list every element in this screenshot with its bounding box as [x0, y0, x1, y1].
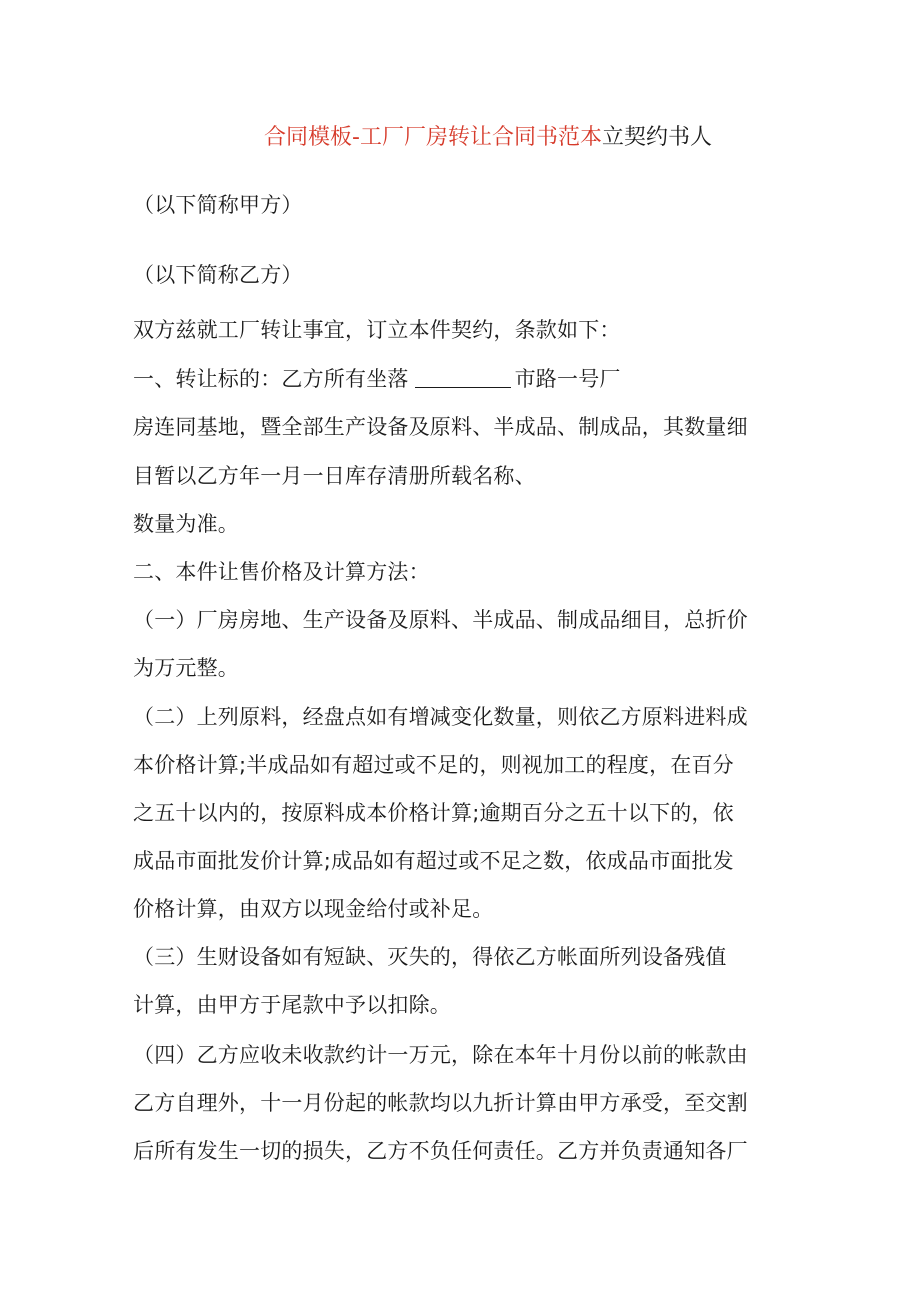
clause-2-1-line-1: （一）厂房房地、生产设备及原料、半成品、制成品细目，总折价 [133, 608, 748, 632]
address-blank [415, 365, 511, 388]
intro-paragraph: 双方兹就工厂转让事宜，订立本件契约，条款如下： [133, 318, 621, 342]
party-b-line: （以下简称乙方） [133, 263, 303, 287]
document-title [0, 121, 920, 155]
clause-2-2-line-5: 价格计算，由双方以现金给付或补足。 [133, 897, 494, 921]
clause-1-prefix: 一、转让标的：乙方所有坐落 [133, 367, 409, 391]
clause-1-line-2: 房连同基地，暨全部生产设备及原料、半成品、制成品，其数量细 [133, 415, 748, 439]
clause-2-2-line-3: 之五十以内的，按原料成本价格计算;逾期百分之五十以下的，依 [133, 801, 734, 825]
clause-2-4-line-1: （四）乙方应收未收款约计一万元，除在本年十月份以前的帐款由 [133, 1043, 748, 1067]
clause-2-4-line-2: 乙方自理外，十一月份起的帐款均以九折计算由甲方承受，至交割 [133, 1091, 748, 1115]
clause-2-2-line-4: 成品市面批发价计算;成品如有超过或不足之数，依成品市面批发 [133, 849, 734, 873]
clause-1-line-3: 目暂以乙方年一月一日库存清册所载名称、 [133, 464, 536, 488]
title-suffix: 立契约书人 [601, 125, 712, 150]
clause-2-heading: 二、本件让售价格及计算方法： [133, 560, 430, 584]
title-link-text[interactable]: 合同模板-工厂厂房转让合同书范本 [264, 125, 602, 150]
clause-2-4-line-3: 后所有发生一切的损失，乙方不负任何责任。乙方并负责通知各厂 [133, 1139, 748, 1163]
clause-1-line-4: 数量为准。 [133, 512, 239, 536]
clause-2-1-line-2: 为万元整。 [133, 656, 239, 680]
clause-2-2-line-2: 本价格计算;半成品如有超过或不足的，则视加工的程度，在百分 [133, 753, 734, 777]
clause-2-3-line-1: （三）生财设备如有短缺、灭失的，得依乙方帐面所列设备残值 [133, 945, 727, 969]
clause-1-line-1 [133, 364, 621, 394]
clause-1-suffix: 市路一号厂 [514, 367, 621, 391]
clause-2-2-line-1: （二）上列原料，经盘点如有增减变化数量，则依乙方原料进料成 [133, 705, 748, 729]
party-a-line: （以下简称甲方） [133, 193, 303, 217]
clause-2-3-line-2: 计算，由甲方于尾款中予以扣除。 [133, 993, 451, 1017]
